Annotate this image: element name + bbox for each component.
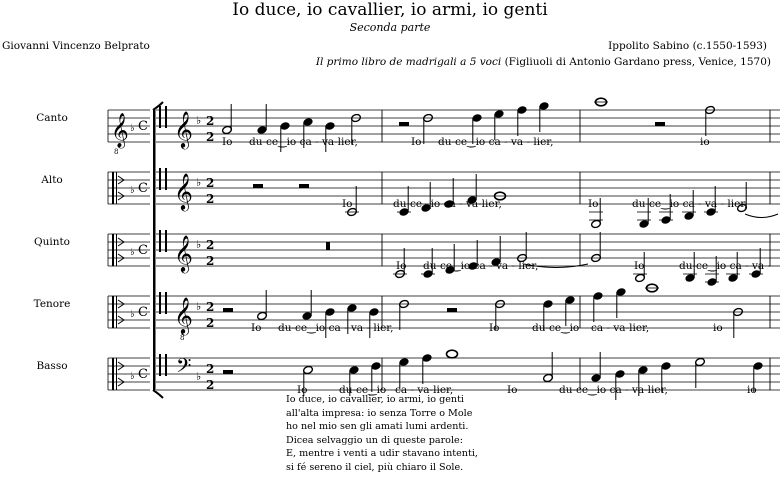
incipit-meter: C xyxy=(138,367,148,382)
poem-line: all'alta impresa: io senza Torre o Mole xyxy=(286,407,473,419)
voice-label-tenore: Tenore xyxy=(33,298,71,310)
incipit-clef-c xyxy=(116,172,117,204)
meter-numerator: 2 xyxy=(206,362,215,376)
incipit-clef-c xyxy=(112,234,114,266)
incipit-flat: ♭ xyxy=(130,185,135,196)
voice-label-alto: Alto xyxy=(41,174,63,186)
meter-denominator: 2 xyxy=(206,378,215,392)
meter-denominator: 2 xyxy=(206,254,215,268)
lyric-syllable: Io xyxy=(222,136,233,148)
incipit-clef-treble: 𝄞 xyxy=(111,113,129,148)
ancient-clef xyxy=(165,168,167,190)
key-flat: ♭ xyxy=(196,238,202,251)
lyric-syllable: Io xyxy=(396,260,407,272)
clef-treble: 𝄞 xyxy=(174,110,193,148)
ancient-clef xyxy=(165,292,167,314)
octave-mark: 8 xyxy=(180,334,185,342)
ancient-clef xyxy=(159,168,161,190)
half-rest xyxy=(223,308,233,312)
poem-line: si fé sereno il ciel, più chiaro il Sole. xyxy=(286,461,464,473)
half-rest xyxy=(299,184,309,188)
lyric-syllable: io xyxy=(700,136,710,148)
poet-credit: Giovanni Vincenzo Belprato xyxy=(2,40,150,52)
meter-denominator: 2 xyxy=(206,316,215,330)
composer-credit: Ippolito Sabino (c.1550-1593) xyxy=(608,40,767,52)
incipit-meter: C xyxy=(138,119,148,134)
key-flat: ♭ xyxy=(196,176,202,189)
source-title: Il primo libro de madrigali a 5 voci xyxy=(315,56,502,68)
ancient-clef xyxy=(165,230,167,252)
lyric-syllable: ca - va-lier, xyxy=(591,322,650,334)
incipit-flat: ♭ xyxy=(130,123,135,134)
piece-title: Io duce, io cavallier, io armi, io genti xyxy=(232,0,548,20)
key-flat: ♭ xyxy=(196,300,202,313)
clef-treble: 𝄞 xyxy=(174,234,193,272)
lyric-syllable: Io xyxy=(588,198,599,210)
lyric-syllable: Io xyxy=(297,384,308,396)
half-rest xyxy=(223,370,233,374)
ancient-clef xyxy=(159,354,161,376)
bracket-hook-top xyxy=(153,102,163,110)
lyric-syllable: ca - va-lier, xyxy=(395,384,454,396)
ancient-clef xyxy=(159,230,161,252)
incipit-clef-c xyxy=(116,358,117,390)
voice-label-canto: Canto xyxy=(36,112,68,124)
poem-line: E, mentre i venti a udir stavano intenti, xyxy=(286,448,478,459)
meter-denominator: 2 xyxy=(206,130,215,144)
key-flat: ♭ xyxy=(196,114,202,127)
half-rest xyxy=(253,184,263,188)
tie xyxy=(745,214,778,218)
half-rest xyxy=(655,122,665,126)
key-flat: ♭ xyxy=(196,370,202,383)
poem-line: ho nel mio sen gli amati lumi ardenti. xyxy=(286,421,469,432)
incipit-clef-c xyxy=(112,358,114,390)
incipit-clef-c xyxy=(116,296,117,328)
incipit-octave-mark: 8 xyxy=(114,148,119,156)
ancient-clef xyxy=(159,292,161,314)
lyric-syllable: du-ce‿io xyxy=(339,384,387,396)
incipit-flat: ♭ xyxy=(130,247,135,258)
lyric-syllable: du-ce‿io ca - va - xyxy=(679,260,772,272)
lyric-syllable: Io xyxy=(411,136,422,148)
bracket-hook-bottom xyxy=(153,390,163,398)
incipit-meter: C xyxy=(138,181,148,196)
clef-bass: 𝄢 xyxy=(176,354,192,382)
meter-denominator: 2 xyxy=(206,192,215,206)
lyric-syllable: du-ce‿io ca - va - lier, xyxy=(438,136,554,148)
lyric-syllable: du-ce‿io ca - va-lier, xyxy=(249,136,358,148)
lyric-syllable: Io xyxy=(489,322,500,334)
lyric-syllable: io xyxy=(747,384,757,396)
lyric-syllable: du-ce‿io ca - va - lier, xyxy=(632,198,748,210)
clef-treble: 𝄞 xyxy=(174,296,193,334)
lyric-syllable: du-ce‿io ca - va-lier, xyxy=(393,198,502,210)
incipit-flat: ♭ xyxy=(130,309,135,320)
lyric-syllable: Io xyxy=(342,198,353,210)
whole-note xyxy=(447,350,458,358)
lyric-syllable: Io xyxy=(507,384,518,396)
lyric-syllable: io xyxy=(713,322,723,334)
lyric-syllable: du-ce‿io ca - va-lier, xyxy=(559,384,668,396)
meter-numerator: 2 xyxy=(206,176,215,190)
poem-line: Io duce, io cavallier, io armi, io genti xyxy=(286,394,465,405)
incipit-clef-c xyxy=(112,172,114,204)
poem-text xyxy=(286,393,478,474)
clef-treble: 𝄞 xyxy=(174,172,193,210)
ancient-clef xyxy=(165,106,167,128)
ancient-clef xyxy=(165,354,167,376)
incipit-flat: ♭ xyxy=(130,371,135,382)
lyric-syllable: du-ce‿io xyxy=(532,322,580,334)
lyric-syllable: Io xyxy=(251,322,262,334)
source-detail: (Figliuoli di Antonio Gardano press, Venice, 1570) xyxy=(504,56,771,68)
incipit-clef-c xyxy=(112,296,114,328)
whole-rest xyxy=(326,242,330,250)
system-bracket xyxy=(153,110,156,390)
half-rest xyxy=(399,122,409,126)
meter-numerator: 2 xyxy=(206,300,215,314)
voice-label-basso: Basso xyxy=(36,360,68,372)
piece-subtitle: Seconda parte xyxy=(349,21,431,34)
half-rest xyxy=(447,308,457,312)
lyric-syllable: du-ce‿io ca - va - lier, xyxy=(278,322,394,334)
ancient-clef xyxy=(159,106,161,128)
incipit-meter: C xyxy=(138,243,148,258)
meter-numerator: 2 xyxy=(206,114,215,128)
incipit-clef-c xyxy=(116,234,117,266)
poem-line: Dicea selvaggio un di queste parole: xyxy=(286,434,463,446)
meter-numerator: 2 xyxy=(206,238,215,252)
voice-label-quinto: Quinto xyxy=(33,236,71,248)
incipit-meter: C xyxy=(138,305,148,320)
lyric-syllable: Io xyxy=(634,260,645,272)
lyric-syllable: du-ce‿io ca - va - lier, xyxy=(423,260,539,272)
